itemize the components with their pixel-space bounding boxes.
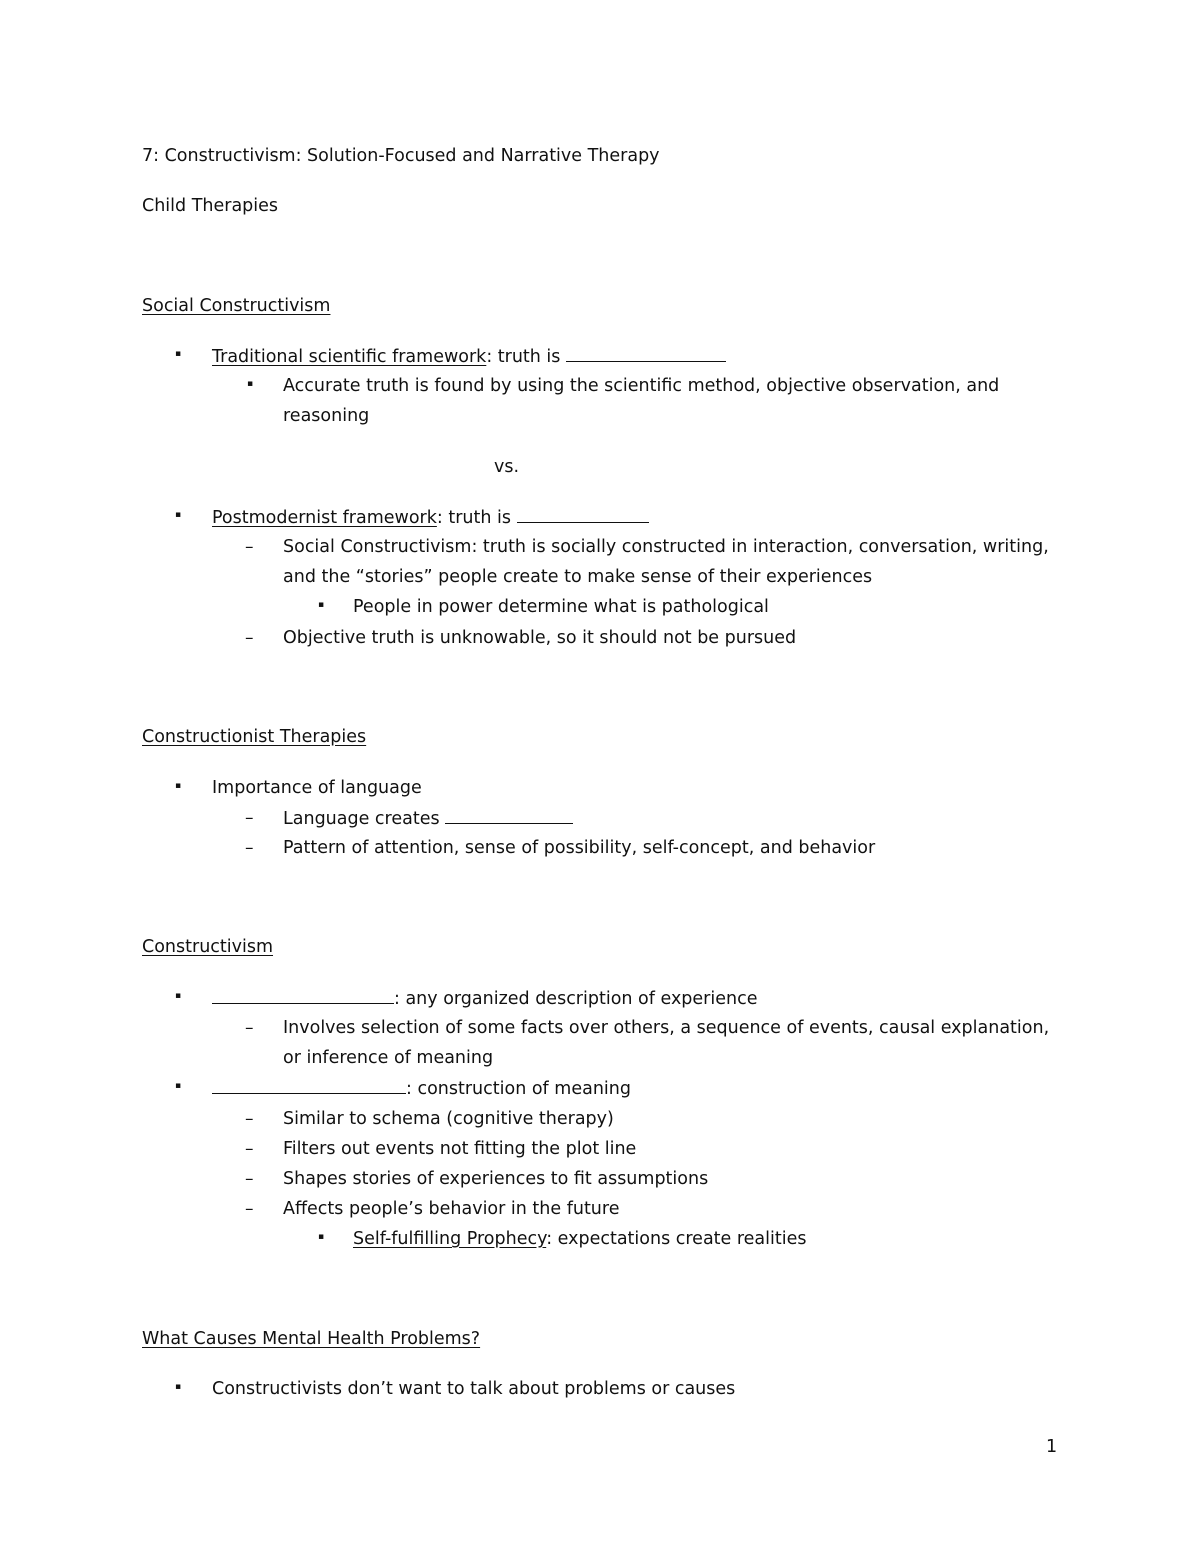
fill-in-blank [566,345,726,362]
dash-icon: – [245,1018,254,1038]
list-item-text: : construction of meaning [406,1079,631,1099]
dash-icon: – [245,537,254,557]
list-item-text: or inference of meaning [283,1048,494,1068]
bullet-icon: ▪ [175,991,182,1001]
bullet-icon: ▪ [175,349,182,359]
term-traditional-framework: Traditional scientific framework [212,347,487,367]
fill-in-blank [517,506,649,523]
bullet-icon: ▪ [175,1081,182,1091]
list-item-text: Accurate truth is found by using the scientific method, objective observation, and [283,376,1000,396]
fill-in-blank [212,1077,406,1094]
dash-icon: – [245,838,254,858]
list-item-text: Affects people’s behavior in the future [283,1199,620,1219]
section-heading-constructionist-therapies: Constructionist Therapies [142,727,367,747]
dash-icon: – [245,628,254,648]
dash-icon: – [245,808,254,828]
list-item-text: : truth is [436,508,511,528]
list-item-text: Social Constructivism: truth is socially constructed in interaction, conversation, writing, [283,537,1049,557]
list-item-text: Involves selection of some facts over others, a sequence of events, causal explanation, [283,1018,1050,1038]
dash-icon: – [245,1169,254,1189]
page-title: 7: Constructivism: Solution-Focused and Narrative Therapy [142,146,660,166]
section-heading-causes: What Causes Mental Health Problems? [142,1329,481,1349]
vs-label: vs. [494,457,520,477]
fill-in-blank [445,807,573,824]
list-item-text: Filters out events not fitting the plot line [283,1139,637,1159]
fill-in-blank [212,987,394,1004]
term-self-fulfilling-prophecy: Self-fulfilling Prophecy [353,1229,547,1249]
bullet-icon: ▪ [175,1382,182,1392]
list-item-text: People in power determine what is pathological [353,597,769,617]
list-item-text: : expectations create realities [546,1229,807,1249]
dash-icon: – [245,1109,254,1129]
bullet-icon: ▪ [318,1232,325,1242]
list-item-text: reasoning [283,406,370,426]
term-postmodernist-framework: Postmodernist framework [212,508,437,528]
bullet-icon: ▪ [175,781,182,791]
list-item-text: Importance of language [212,778,422,798]
page-number: 1 [1046,1437,1058,1457]
list-item-text: : any organized description of experience [394,989,758,1009]
section-heading-social-constructivism: Social Constructivism [142,296,331,316]
list-item-text: Similar to schema (cognitive therapy) [283,1109,614,1129]
list-item-text: Objective truth is unknowable, so it should not be pursued [283,628,797,648]
dash-icon: – [245,1199,254,1219]
list-item-text: and the “stories” people create to make sense of their experiences [283,567,873,587]
bullet-icon: ▪ [247,379,254,389]
section-heading-constructivism: Constructivism [142,937,274,957]
bullet-icon: ▪ [318,600,325,610]
list-item-text: Pattern of attention, sense of possibility, self-concept, and behavior [283,838,876,858]
list-item-text: Constructivists don’t want to talk about problems or causes [212,1379,736,1399]
dash-icon: – [245,1139,254,1159]
page-subtitle: Child Therapies [142,196,279,216]
bullet-icon: ▪ [175,510,182,520]
list-item-text: Language creates [283,809,440,829]
list-item-text: : truth is [486,347,561,367]
list-item-text: Shapes stories of experiences to fit assumptions [283,1169,709,1189]
